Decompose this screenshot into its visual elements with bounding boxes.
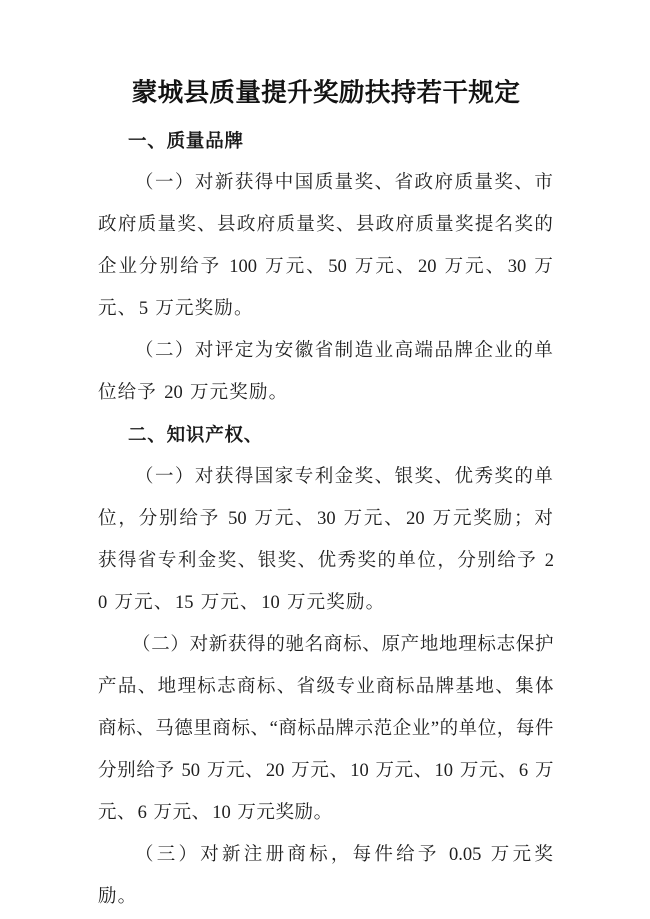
amount-value: 10 [350,761,369,781]
amount-value: 10 [212,803,231,823]
amount-value: 20 [164,383,183,403]
amount-value: 10 [261,593,280,613]
document-body [98,0,554,918]
paragraph-1-1: （一）对新获得中国质量奖、省政府质量奖、市政府质量奖、县政府质量奖、县政府质量奖提名奖的企业分别给予 100 万元、50 万元、20 万元、30 万元、5 万元奖励。 [98,173,554,319]
paragraph-1-2: （二）对评定为安徽省制造业高端品牌企业的单位给予 20 万元奖励。 [98,341,554,403]
amount-value: 5 [138,299,149,319]
paragraph-2-1: （一）对获得国家专利金奖、银奖、优秀奖的单位，分别给予 50 万元、30 万元、20 万元奖励；对获得省专利金奖、银奖、优秀奖的单位，分别给予 20 万元、15 万元、10 万元奖励。 [98,467,554,613]
amount-value: 20 [417,257,437,277]
page-title: 蒙城县质量提升奖励扶持若干规定 [131,79,521,107]
amount-value: 20 [406,509,425,529]
section-heading-intellectual-property: 二、知识产权、 [128,424,264,445]
amount-value: 100 [229,257,258,277]
amount-value: 10 [434,761,454,781]
amount-value: 15 [174,593,194,613]
amount-value: 6 [137,803,147,823]
amount-value: 20 [265,761,285,781]
paragraph-2-2: （二）对新获得的驰名商标、原产地地理标志保护产品、地理标志商标、省级专业商标品牌基地、集体商标、马德里商标、“商标品牌示范企业”的单位，每件分别给予 50 万元、20 万元、10 万元、10 万元、6 万元、6 万元、10 万元奖励。 [98,635,554,823]
amount-value: 6 [518,761,529,781]
amount-value: 50 [328,257,347,277]
paragraph-2-3: （三）对新注册商标，每件给予 0.05 万元奖励。 [98,845,554,907]
section-heading-quality-brand: 一、质量品牌 [128,130,244,151]
amount-value: 0.05 [449,845,482,865]
amount-value: 30 [507,257,527,277]
amount-value: 50 [181,761,201,781]
amount-value: 20 [98,551,554,613]
amount-value: 30 [317,509,336,529]
amount-value: 50 [228,509,247,529]
